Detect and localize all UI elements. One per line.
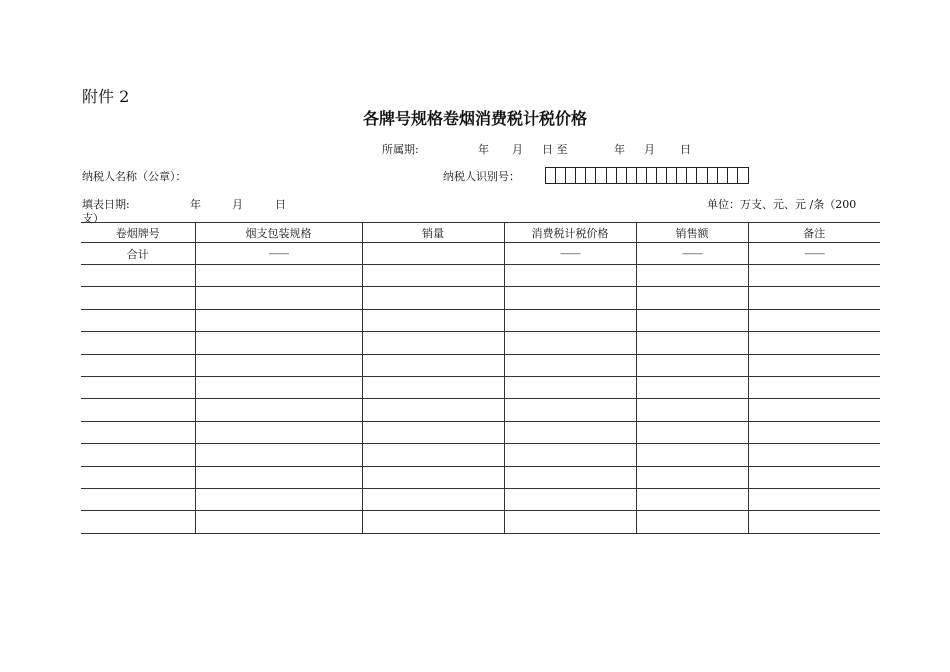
- cell-sales-amount[interactable]: [636, 354, 748, 376]
- cell-package-spec[interactable]: [195, 488, 362, 510]
- taxpayer-id-digit-box[interactable]: [596, 168, 606, 183]
- cell-sales-amount[interactable]: [636, 466, 748, 488]
- table-row: [81, 466, 880, 488]
- table-row: [81, 399, 880, 421]
- cell-package-spec[interactable]: [195, 287, 362, 309]
- table-row: [81, 354, 880, 376]
- taxpayer-id-digit-box[interactable]: [586, 168, 596, 183]
- taxpayer-id-digit-box[interactable]: [738, 168, 748, 183]
- cell-remarks[interactable]: [748, 511, 880, 533]
- period-month-start: 月: [512, 143, 523, 156]
- cell-brand[interactable]: [81, 488, 195, 510]
- cell-package-spec[interactable]: [195, 309, 362, 331]
- cell-sales-volume[interactable]: [362, 421, 504, 443]
- table-row: [81, 444, 880, 466]
- cell-remarks[interactable]: [748, 421, 880, 443]
- table-row: [81, 287, 880, 309]
- cell-sales-volume[interactable]: [362, 376, 504, 398]
- cell-tax-price[interactable]: [504, 287, 636, 309]
- table-row: [81, 332, 880, 354]
- unit-label-line2: 支）: [82, 212, 104, 225]
- total-package-spec: ——: [195, 243, 362, 265]
- total-label: 合计: [81, 243, 195, 265]
- cell-brand[interactable]: [81, 287, 195, 309]
- attachment-label: 附件 2: [82, 87, 130, 106]
- cell-sales-volume[interactable]: [362, 399, 504, 421]
- taxpayer-id-digit-box[interactable]: [546, 168, 556, 183]
- cell-remarks[interactable]: [748, 309, 880, 331]
- unit-label-line1: 单位：万支、元、元 /条（200: [707, 198, 857, 211]
- fill-date-label: 填表日期:: [82, 198, 130, 211]
- cell-tax-price[interactable]: [504, 488, 636, 510]
- cell-sales-volume[interactable]: [362, 466, 504, 488]
- price-table: [81, 222, 880, 534]
- taxpayer-id-label: 纳税人识别号：: [443, 170, 520, 183]
- cell-remarks[interactable]: [748, 287, 880, 309]
- taxpayer-id-digit-box[interactable]: [556, 168, 566, 183]
- cell-sales-volume[interactable]: [362, 488, 504, 510]
- taxpayer-name-label: 纳税人名称（公章）：: [82, 170, 187, 183]
- header-brand: 卷烟牌号: [81, 223, 195, 243]
- cell-package-spec[interactable]: [195, 444, 362, 466]
- table-row: [81, 376, 880, 398]
- cell-tax-price[interactable]: [504, 511, 636, 533]
- cell-sales-amount[interactable]: [636, 376, 748, 398]
- cell-remarks[interactable]: [748, 376, 880, 398]
- cell-remarks[interactable]: [748, 399, 880, 421]
- total-row: [81, 243, 880, 265]
- taxpayer-id-digit-box[interactable]: [697, 168, 707, 183]
- taxpayer-id-digit-box[interactable]: [607, 168, 617, 183]
- taxpayer-id-digit-box[interactable]: [647, 168, 657, 183]
- cell-brand[interactable]: [81, 466, 195, 488]
- total-sales-volume[interactable]: [362, 243, 504, 265]
- cell-sales-volume[interactable]: [362, 354, 504, 376]
- table-row: [81, 421, 880, 443]
- cell-package-spec[interactable]: [195, 511, 362, 533]
- table-row: [81, 309, 880, 331]
- taxpayer-id-digit-box[interactable]: [677, 168, 687, 183]
- cell-sales-amount[interactable]: [636, 399, 748, 421]
- cell-sales-amount[interactable]: [636, 444, 748, 466]
- cell-remarks[interactable]: [748, 488, 880, 510]
- table-row: [81, 511, 880, 533]
- cell-tax-price[interactable]: [504, 309, 636, 331]
- cell-tax-price[interactable]: [504, 444, 636, 466]
- cell-tax-price[interactable]: [504, 354, 636, 376]
- cell-tax-price[interactable]: [504, 466, 636, 488]
- period-day-end: 日: [680, 143, 691, 156]
- taxpayer-id-digit-box[interactable]: [708, 168, 718, 183]
- cell-tax-price[interactable]: [504, 421, 636, 443]
- taxpayer-id-digit-box[interactable]: [687, 168, 697, 183]
- fill-date-year: 年: [190, 198, 201, 211]
- cell-tax-price[interactable]: [504, 332, 636, 354]
- cell-package-spec[interactable]: [195, 265, 362, 287]
- cell-remarks[interactable]: [748, 332, 880, 354]
- header-sales-amount: 销售额: [636, 223, 748, 243]
- cell-sales-amount[interactable]: [636, 488, 748, 510]
- cell-remarks[interactable]: [748, 444, 880, 466]
- cell-package-spec[interactable]: [195, 332, 362, 354]
- table-row: [81, 488, 880, 510]
- cell-brand[interactable]: [81, 309, 195, 331]
- cell-sales-amount[interactable]: [636, 421, 748, 443]
- table-header-row: [81, 223, 880, 243]
- cell-package-spec[interactable]: [195, 354, 362, 376]
- cell-package-spec[interactable]: [195, 421, 362, 443]
- period-month-end: 月: [644, 143, 655, 156]
- taxpayer-id-digit-box[interactable]: [576, 168, 586, 183]
- fill-date-month: 月: [232, 198, 243, 211]
- table-row: [81, 265, 880, 287]
- cell-sales-volume[interactable]: [362, 287, 504, 309]
- period-label: 所属期:: [382, 143, 419, 156]
- cell-sales-volume[interactable]: [362, 444, 504, 466]
- cell-package-spec[interactable]: [195, 399, 362, 421]
- cell-sales-amount[interactable]: [636, 309, 748, 331]
- taxpayer-id-digit-box[interactable]: [667, 168, 677, 183]
- cell-sales-volume[interactable]: [362, 332, 504, 354]
- period-year-start: 年: [478, 143, 489, 156]
- cell-sales-amount[interactable]: [636, 265, 748, 287]
- cell-remarks[interactable]: [748, 354, 880, 376]
- cell-brand[interactable]: [81, 399, 195, 421]
- period-day-start: 日 至: [542, 143, 568, 156]
- header-remarks: 备注: [748, 223, 880, 243]
- cell-brand[interactable]: [81, 421, 195, 443]
- cell-remarks[interactable]: [748, 265, 880, 287]
- cell-package-spec[interactable]: [195, 466, 362, 488]
- taxpayer-id-digit-box[interactable]: [566, 168, 576, 183]
- total-sales-amount: ——: [636, 243, 748, 265]
- cell-brand[interactable]: [81, 444, 195, 466]
- page-title: 各牌号规格卷烟消费税计税价格: [362, 109, 587, 128]
- total-remarks: ——: [748, 243, 880, 265]
- cell-tax-price[interactable]: [504, 265, 636, 287]
- cell-brand[interactable]: [81, 511, 195, 533]
- header-sales-volume: 销量: [362, 223, 504, 243]
- cell-tax-price[interactable]: [504, 399, 636, 421]
- header-tax-price: 消费税计税价格: [504, 223, 636, 243]
- taxpayer-id-digit-box[interactable]: [718, 168, 728, 183]
- cell-sales-volume[interactable]: [362, 265, 504, 287]
- taxpayer-id-boxes[interactable]: [545, 167, 749, 184]
- fill-date-day: 日: [275, 198, 286, 211]
- taxpayer-id-digit-box[interactable]: [627, 168, 637, 183]
- cell-brand[interactable]: [81, 354, 195, 376]
- taxpayer-id-digit-box[interactable]: [637, 168, 647, 183]
- cell-sales-amount[interactable]: [636, 287, 748, 309]
- cell-package-spec[interactable]: [195, 376, 362, 398]
- cell-brand[interactable]: [81, 376, 195, 398]
- cell-tax-price[interactable]: [504, 376, 636, 398]
- taxpayer-id-digit-box[interactable]: [657, 168, 667, 183]
- taxpayer-id-digit-box[interactable]: [728, 168, 738, 183]
- cell-brand[interactable]: [81, 265, 195, 287]
- period-year-end: 年: [614, 143, 625, 156]
- cell-remarks[interactable]: [748, 466, 880, 488]
- taxpayer-id-digit-box[interactable]: [617, 168, 627, 183]
- cell-sales-volume[interactable]: [362, 309, 504, 331]
- cell-brand[interactable]: [81, 332, 195, 354]
- cell-sales-amount[interactable]: [636, 511, 748, 533]
- header-package-spec: 烟支包装规格: [195, 223, 362, 243]
- total-tax-price: ——: [504, 243, 636, 265]
- cell-sales-amount[interactable]: [636, 332, 748, 354]
- cell-sales-volume[interactable]: [362, 511, 504, 533]
